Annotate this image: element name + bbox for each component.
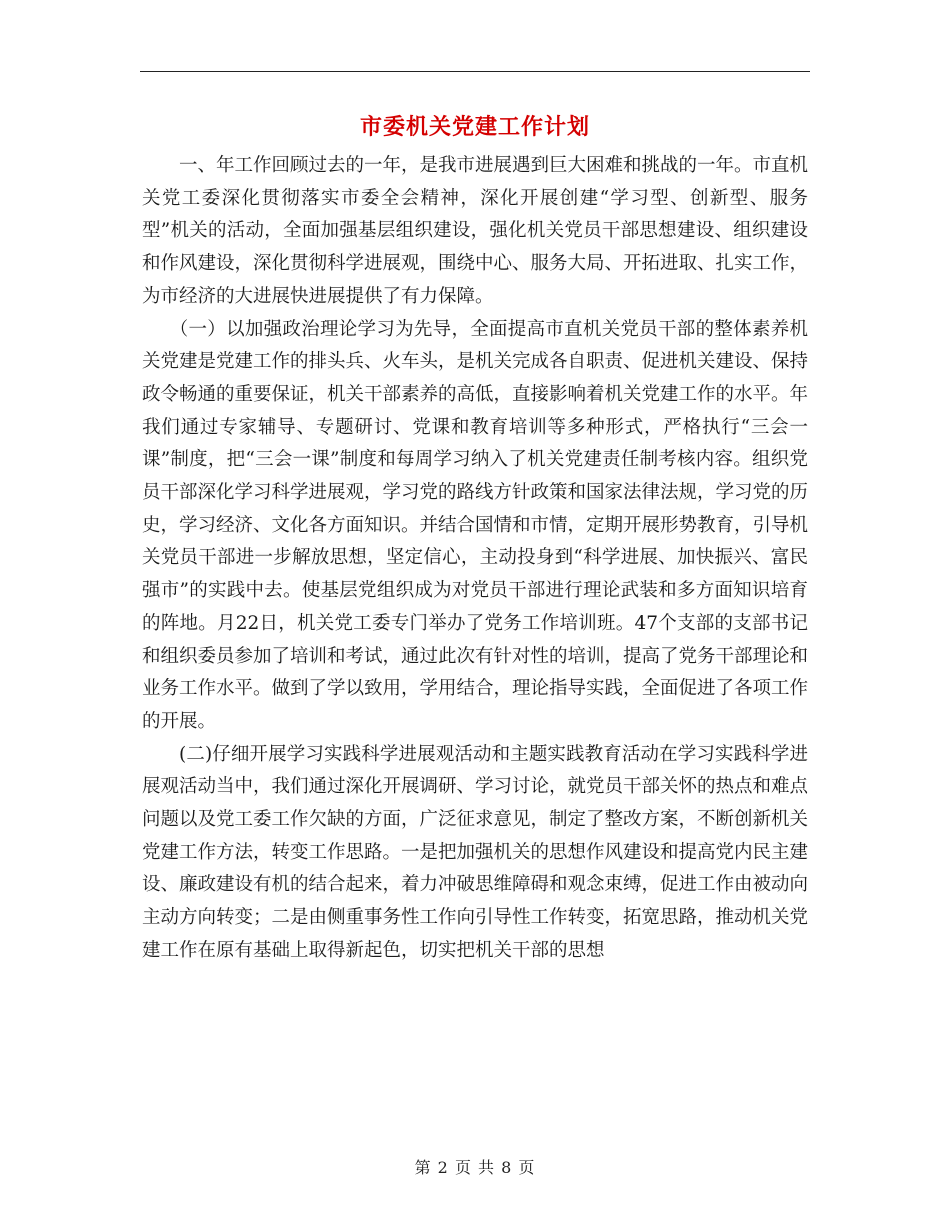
document-title: 市委机关党建工作计划 (359, 114, 590, 140)
paragraph-review: 一、年工作回顾过去的一年，是我市进展遇到巨大困难和挑战的一年。市直机关党工委深化贯彻落实市委全会精神，深化开展创建“学习型、创新型、服务型”机关的活动，全面加强基层组织建设，强化机关党员干部思想建设、组织建设和作风建设，深化贯彻科学进展观，围绕中心、服务大局、开拓进取、扎实工作，为市经济的大进展快进展提供了有力保障。 (142, 155, 809, 307)
document-body (142, 150, 808, 968)
paragraph-section-2: (二)仔细开展学习实践科学进展观活动和主题实践教育活动在学习实践科学进展观活动当中，我们通过深化开展调研、学习讨论，就党员干部关怀的热点和难点问题以及党工委工作欠缺的方面，广泛征求意见，制定了整改方案，不断创新机关党建工作方法，转变工作思路。一是把加强机关的思想作风建设和提高党内民主建设、廉政建设有机的结合起来，着力冲破思维障碍和观念束缚，促进工作由被动向主动方向转变；二是由侧重事务性工作向引导性工作转变，拓宽思路，推动机关党建工作在原有基础上取得新起色，切实把机关干部的思想 (142, 743, 809, 961)
paragraph-section-1: （一）以加强政治理论学习为先导，全面提高市直机关党员干部的整体素养机关党建是党建工作的排头兵、火车头，是机关完成各自职责、促进机关建设、保持政令畅通的重要保证，机关干部素养的高低，直接影响着机关党建工作的水平。年我们通过专家辅导、专题研讨、党课和教育培训等多种形式，严格执行“三会一课”制度，把“三会一课”制度和每周学习纳入了机关党建责任制考核内容。组织党员干部深化学习科学进展观，学习党的路线方针政策和国家法律法规，学习党的历史，学习经济、文化各方面知识。并结合国情和市情，定期开展形势教育，引导机关党员干部进一步解放思想，坚定信心，主动投身到“科学进展、加快振兴、富民强市”的实践中去。使基层党组织成为对党员干部进行理论武装和多方面知识培育的阵地。月22日，机关党工委专门举办了党务工作培训班。47个支部的支部书记和组织委员参加了培训和考试，通过此次有针对性的培训，提高了党务干部理论和业务工作水平。做到了学以致用，学用结合，理论指导实践，全面促进了各项工作的开展。 (142, 318, 809, 732)
page-footer: 第 2 页 共 8 页 (414, 1158, 536, 1177)
header-rule (140, 71, 810, 72)
